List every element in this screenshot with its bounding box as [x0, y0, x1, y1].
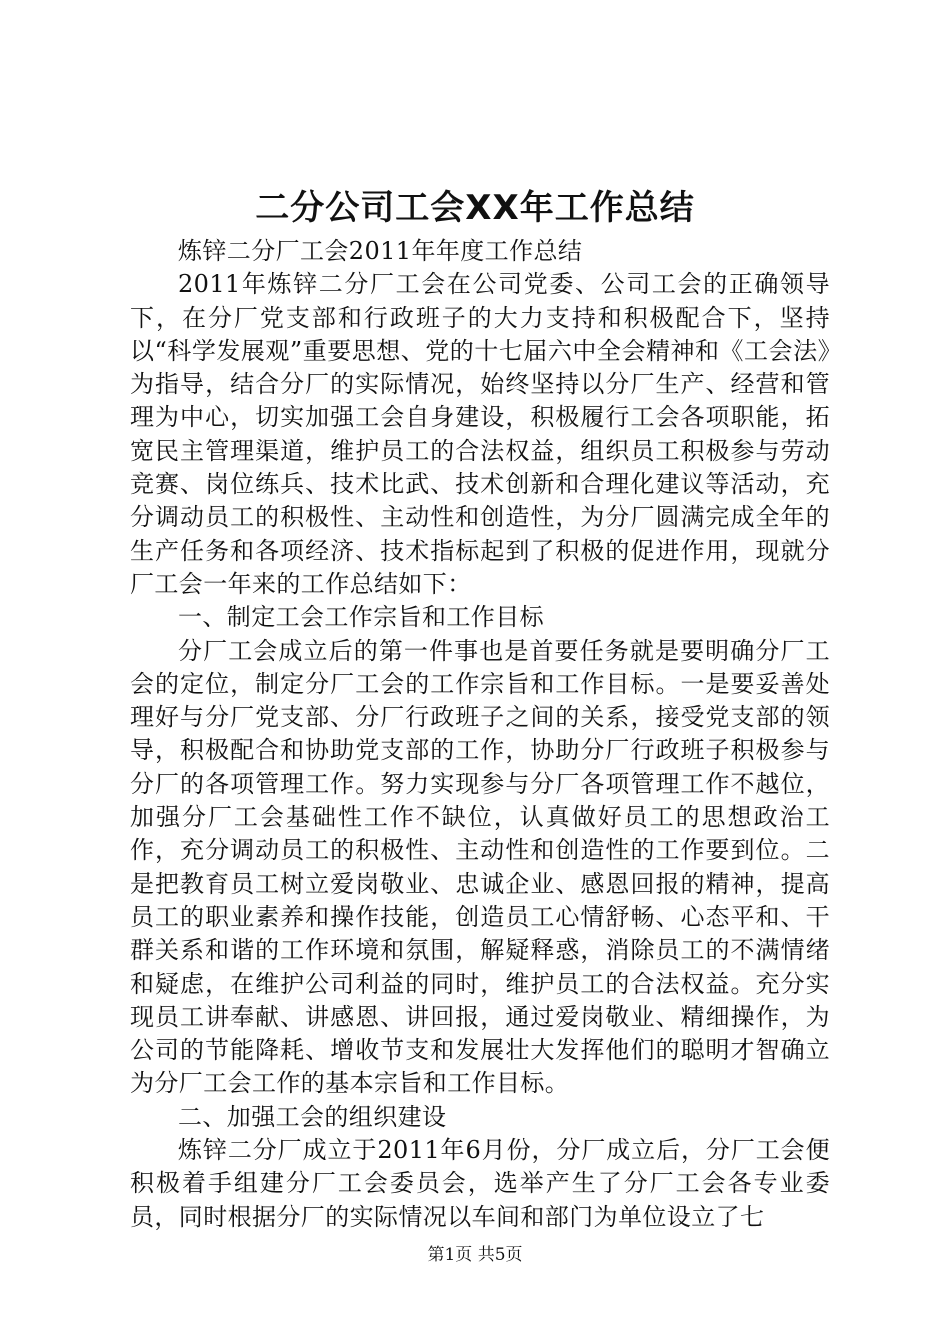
- subtitle-paragraph: 炼锌二分厂工会2011年年度工作总结: [178, 237, 583, 265]
- intro-paragraph: 2011年炼锌二分厂工会在公司党委、公司工会的正确领导下，在分厂党支部和行政班子的大力支持和积极配合下，坚持以“科学发展观”重要思想、党的十七届六中全会精神和《工会法》为指导，结合分厂的实际情况，始终坚持以分厂生产、经营和管理为中心，切实加强工会自身建设，积极履行工会各项职能，拓宽民主管理渠道，维护员工的合法权益，组织员工积极参与劳动竞赛、岗位练兵、技术比武、技术创新和合理化建议等活动，充分调动员工的积极性、主动性和创造性，为分厂圆满完成全年的生产任务和各项经济、技术指标起到了积极的促进作用，现就分厂工会一年来的工作总结如下：: [130, 270, 830, 598]
- page-footer: 第1页 共5页: [427, 1245, 523, 1265]
- section-heading-2: 二、加强工会的组织建设: [178, 1102, 447, 1131]
- section-heading-1: 一、制定工会工作宗旨和工作目标: [178, 603, 544, 632]
- document-body: [130, 235, 830, 1234]
- section-2-paragraph: 炼锌二分厂成立于2011年6月份，分厂成立后，分厂工会便积极着手组建分厂工会委员会，选举产生了分厂工会各专业委员，同时根据分厂的实际情况以车间和部门为单位设立了七: [130, 1136, 830, 1231]
- section-1-paragraph: 分厂工会成立后的第一件事也是首要任务就是要明确分厂工会的定位，制定分厂工会的工作宗旨和工作目标。一是要妥善处理好与分厂党支部、分厂行政班子之间的关系，接受党支部的领导，积极配合和协助党支部的工作，协助分厂行政班子积极参与分厂的各项管理工作。努力实现参与分厂各项管理工作不越位，加强分厂工会基础性工作不缺位，认真做好员工的思想政治工作，充分调动员工的积极性、主动性和创造性的工作要到位。二是把教育员工树立爱岗敬业、忠诚企业、感恩回报的精神，提高员工的职业素养和操作技能，创造员工心情舒畅、心态平和、干群关系和谐的工作环境和氛围，解疑释惑，消除员工的不满情绪和疑虑，在维护公司利益的同时，维护员工的合法权益。充分实现员工讲奉献、讲感恩、讲回报，通过爱岗敬业、精细操作，为公司的节能降耗、增收节支和发展壮大发挥他们的聪明才智确立为分厂工会工作的基本宗旨和工作目标。: [130, 636, 830, 1098]
- document-title: 二分公司工会XX年工作总结: [255, 188, 695, 228]
